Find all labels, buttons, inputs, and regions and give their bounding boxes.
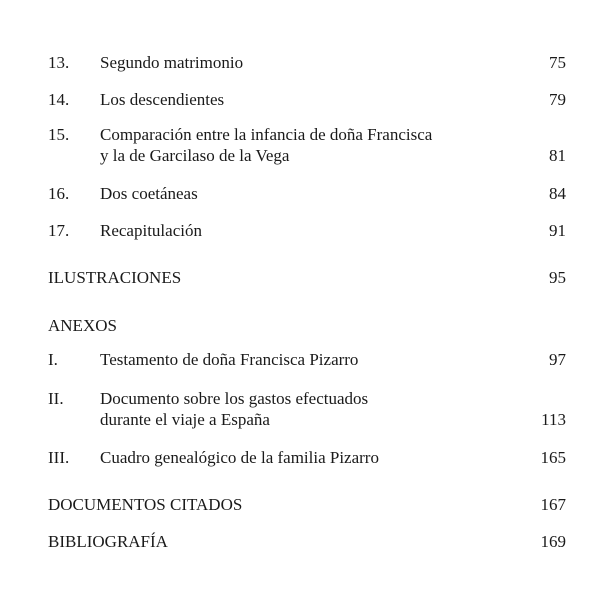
- toc-entry-documentos: [48, 494, 566, 515]
- toc-entry-bibliografia: [48, 531, 566, 552]
- entry-page: 84: [549, 184, 566, 203]
- entry-title: Segundo matrimonio: [100, 53, 244, 72]
- entry-page: 81: [549, 146, 566, 165]
- entry-page: 169: [540, 532, 566, 551]
- entry-title: Dos coetáneas: [100, 184, 198, 203]
- toc-entry-17: [48, 220, 566, 241]
- toc-entry-16: [48, 183, 566, 204]
- entry-title: ILUSTRACIONES: [48, 268, 182, 287]
- toc-entry-13: [48, 52, 566, 73]
- entry-title-line2: y la de Garcilaso de la Vega: [100, 146, 290, 165]
- entry-page: 165: [540, 448, 566, 467]
- toc-entry-anexo-3: [48, 447, 566, 468]
- entry-number: III.: [48, 448, 70, 467]
- section-title: ANEXOS: [48, 316, 117, 335]
- toc-entry-ilustraciones: [48, 267, 566, 288]
- entry-title: BIBLIOGRAFÍA: [48, 532, 168, 551]
- entry-title: Testamento de doña Francisca Pizarro: [100, 350, 359, 369]
- entry-number: 15.: [48, 125, 70, 144]
- toc-entry-anexo-2: [48, 388, 566, 430]
- entry-number: 14.: [48, 90, 70, 109]
- entry-page: 75: [549, 53, 566, 72]
- toc-entry-14: [48, 89, 566, 110]
- entry-title: DOCUMENTOS CITADOS: [48, 495, 243, 514]
- entry-title: Los descendientes: [100, 90, 225, 109]
- toc-entry-15: [48, 124, 566, 166]
- entry-title-line2: durante el viaje a España: [100, 410, 270, 429]
- entry-title: Cuadro genealógico de la familia Pizarro: [100, 448, 379, 467]
- toc-section-anexos: [48, 315, 566, 336]
- entry-number: 16.: [48, 184, 70, 203]
- entry-page: 113: [541, 410, 566, 429]
- entry-number: 17.: [48, 221, 70, 240]
- entry-page: 79: [549, 90, 566, 109]
- entry-title: Recapitulación: [100, 221, 202, 240]
- entry-number: I.: [48, 350, 58, 369]
- entry-title-line1: Comparación entre la infancia de doña Francisca: [100, 125, 433, 144]
- toc-entry-anexo-1: [48, 349, 566, 370]
- entry-number: II.: [48, 389, 64, 408]
- entry-page: 95: [549, 268, 566, 287]
- entry-page: 167: [540, 495, 566, 514]
- entry-number: 13.: [48, 53, 70, 72]
- entry-page: 91: [549, 221, 566, 240]
- entry-page: 97: [549, 350, 566, 369]
- entry-title-line1: Documento sobre los gastos efectuados: [100, 389, 369, 408]
